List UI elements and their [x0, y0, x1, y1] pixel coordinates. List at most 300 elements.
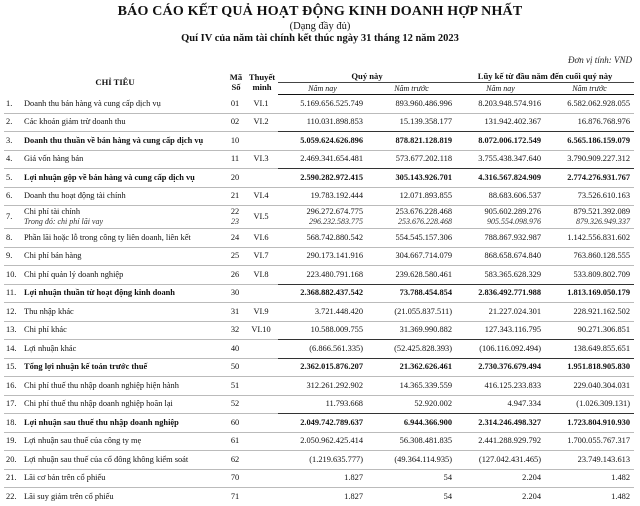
row-code	[226, 340, 246, 359]
row-number-text: 15.	[6, 362, 17, 372]
quarter-last-year-value	[367, 469, 456, 488]
row-code	[226, 488, 246, 506]
row-number	[4, 340, 24, 359]
ytd-last-year-value	[545, 358, 634, 377]
row-label-text: Giá vốn hàng bán	[24, 154, 84, 164]
quarter-this-year-value	[278, 469, 367, 488]
row-code-text: 62	[230, 454, 240, 464]
row-code	[226, 414, 246, 433]
row-note-text: VI.5	[253, 212, 269, 221]
row-note-text: VI.8	[253, 269, 269, 279]
row-note	[246, 340, 278, 359]
currency-unit: Đơn vị tính: VND	[567, 55, 632, 65]
row-number-text: 22.	[6, 491, 17, 501]
row-code	[226, 247, 246, 266]
row-number	[4, 150, 24, 169]
quarter-this-year-value	[278, 414, 367, 433]
quarter-this-year-value-text: 11.793.668	[325, 399, 363, 409]
header-quarter-this-year: Năm nay	[278, 83, 367, 95]
table-row	[4, 132, 634, 151]
statement-rows	[4, 95, 634, 506]
row-label-text: Lợi nhuận khác	[24, 343, 77, 353]
row-number-text: 6.	[6, 191, 13, 201]
row-number-text: 12.	[6, 306, 17, 316]
row-number	[4, 187, 24, 206]
ytd-this-year-value	[456, 340, 545, 359]
ytd-this-year-value-text: 8.203.948.574.916	[478, 98, 542, 108]
row-number-text: 21.	[6, 473, 17, 483]
row-note-text: VI.6	[253, 232, 269, 242]
ytd-last-year-value-text: 73.526.610.163	[577, 191, 631, 201]
ytd-this-year-value	[456, 377, 545, 396]
table-row	[4, 95, 634, 114]
quarter-this-year-value	[278, 284, 367, 303]
row-number	[4, 132, 24, 151]
quarter-last-year-value	[367, 229, 456, 248]
row-label-text: Lợi nhuận sau thuế của cổ đông không kiểm soát	[24, 454, 189, 464]
quarter-last-year-value	[367, 340, 456, 359]
row-note	[246, 414, 278, 433]
row-number	[4, 469, 24, 488]
row-number-text: 9.	[6, 251, 13, 261]
row-number	[4, 377, 24, 396]
quarter-this-year-value-text: 2.469.341.654.481	[300, 154, 363, 164]
row-code-text: 32	[230, 325, 240, 335]
row-number-text: 4.	[6, 154, 13, 164]
row-label	[24, 395, 226, 414]
row-number	[4, 488, 24, 506]
ytd-last-year-value-text: 1.482	[611, 491, 631, 501]
table-row	[4, 358, 634, 377]
ytd-last-year-value-text: 1.482	[611, 473, 631, 483]
row-code-text: 21	[230, 191, 240, 201]
quarter-this-year-value	[278, 432, 367, 451]
quarter-this-year-value-text: 223.480.791.168	[306, 269, 363, 279]
quarter-last-year-value	[367, 432, 456, 451]
row-number	[4, 395, 24, 414]
ytd-last-year-value	[545, 169, 634, 188]
row-label-text: Lãi suy giảm trên cổ phiếu	[24, 491, 114, 501]
quarter-this-year-value-text: 3.721.448.420	[314, 306, 363, 316]
quarter-last-year-value	[367, 414, 456, 433]
header-ytd-last-year: Năm trước	[545, 83, 634, 95]
row-label-text: Chi phí thuế thu nhập doanh nghiệp hiện hành	[24, 380, 179, 390]
quarter-this-year-value-text: 1.827	[344, 491, 363, 501]
quarter-this-year-value-text: 568.742.880.542	[306, 232, 363, 242]
row-code	[226, 303, 246, 322]
row-label-text: Doanh thu hoạt động tài chính	[24, 191, 126, 201]
quarter-last-year-value-text: 21.362.626.461	[399, 362, 453, 372]
quarter-this-year-value	[278, 247, 367, 266]
report-period: Quí IV của năm tài chính kết thúc ngày 31 tháng 12 năm 2023	[181, 33, 459, 44]
row-label	[24, 377, 226, 396]
row-label-text: Thu nhập khác	[24, 306, 74, 316]
row-note	[246, 469, 278, 488]
quarter-this-year-value	[278, 451, 367, 470]
interest-expense-quarter-this-year-value: 296.232.583.775	[309, 217, 363, 226]
row-note	[246, 377, 278, 396]
row-label	[24, 451, 226, 470]
row-number-text: 2.	[6, 117, 13, 127]
ytd-last-year-value-text: 763.860.128.555	[573, 251, 631, 261]
quarter-this-year-value-text: 10.588.009.755	[310, 325, 363, 335]
row-label-text: Tổng lợi nhuận kế toán trước thuế	[24, 362, 148, 372]
row-note	[246, 206, 278, 229]
row-label	[24, 414, 226, 433]
quarter-last-year-value-text: 554.545.157.306	[395, 232, 453, 242]
header-code: Mã Số	[229, 72, 243, 93]
row-code-text: 71	[230, 491, 240, 501]
row-label-text: Chi phí bán hàng	[24, 251, 82, 261]
row-label	[24, 150, 226, 169]
row-number	[4, 113, 24, 132]
row-number-text: 18.	[6, 417, 17, 427]
ytd-this-year-value	[456, 414, 545, 433]
ytd-this-year-value	[456, 284, 545, 303]
quarter-last-year-value	[367, 132, 456, 151]
quarter-last-year-value	[367, 113, 456, 132]
quarter-this-year-value	[278, 377, 367, 396]
row-number-text: 14.	[6, 343, 17, 353]
row-number-text: 7.	[6, 212, 13, 221]
row-number	[4, 414, 24, 433]
row-number-text: 20.	[6, 454, 17, 464]
ytd-this-year-value	[456, 206, 545, 229]
row-label-text: Lãi cơ bản trên cổ phiếu	[24, 473, 106, 483]
row-label	[24, 247, 226, 266]
ytd-this-year-value	[456, 169, 545, 188]
quarter-last-year-value-text: (21.055.837.511)	[394, 306, 453, 316]
row-number-text: 5.	[6, 172, 13, 182]
ytd-this-year-value-text: 88.683.606.537	[488, 191, 542, 201]
quarter-this-year-value-text: 290.173.141.916	[306, 251, 363, 261]
quarter-this-year-value	[278, 488, 367, 506]
ytd-last-year-value	[545, 266, 634, 285]
row-code	[226, 187, 246, 206]
row-code	[226, 358, 246, 377]
quarter-last-year-value	[367, 377, 456, 396]
ytd-last-year-value	[545, 321, 634, 340]
row-code-text: 51	[230, 380, 240, 390]
row-note	[246, 187, 278, 206]
row-note	[246, 451, 278, 470]
table-row	[4, 266, 634, 285]
ytd-last-year-value-text: 228.921.162.502	[573, 306, 631, 316]
quarter-this-year-value-text: (1.219.635.777)	[309, 454, 363, 464]
quarter-last-year-value-text: 305.143.926.701	[395, 172, 453, 182]
quarter-this-year-value	[278, 395, 367, 414]
row-label	[24, 488, 226, 506]
row-label	[24, 132, 226, 151]
quarter-this-year-value	[278, 206, 367, 229]
quarter-this-year-value	[278, 340, 367, 359]
quarter-last-year-value	[367, 187, 456, 206]
table-row	[4, 150, 634, 169]
quarter-last-year-value-text: 56.308.481.835	[399, 436, 453, 446]
quarter-last-year-value	[367, 488, 456, 506]
ytd-this-year-value-text: 583.365.628.329	[484, 269, 542, 279]
quarter-this-year-value-text: 312.261.292.902	[306, 380, 363, 390]
row-code-text: 20	[230, 172, 240, 182]
quarter-this-year-value	[278, 132, 367, 151]
row-note-text: VI.10	[251, 325, 271, 335]
row-label-text: Doanh thu bán hàng và cung cấp dịch vụ	[24, 98, 161, 108]
table-row	[4, 303, 634, 322]
quarter-this-year-value	[278, 113, 367, 132]
row-label-text: Lợi nhuận sau thuế của công ty mẹ	[24, 436, 142, 446]
row-code-text: 40	[230, 343, 240, 353]
ytd-last-year-value	[545, 229, 634, 248]
ytd-this-year-value	[456, 488, 545, 506]
ytd-this-year-value	[456, 358, 545, 377]
row-label	[24, 432, 226, 451]
header-ytd-this-year: Năm nay	[456, 83, 545, 95]
ytd-last-year-value-text: 16.876.768.976	[577, 117, 631, 127]
quarter-last-year-value	[367, 451, 456, 470]
ytd-this-year-value	[456, 95, 545, 114]
ytd-this-year-value-text: 3.755.438.347.640	[478, 154, 542, 164]
table-row	[4, 206, 634, 229]
row-number-text: 1.	[6, 98, 13, 108]
ytd-this-year-value	[456, 432, 545, 451]
row-code	[226, 95, 246, 114]
ytd-last-year-value	[545, 113, 634, 132]
ytd-last-year-value-text: (1.026.309.131)	[576, 399, 631, 409]
row-number	[4, 266, 24, 285]
quarter-last-year-value	[367, 247, 456, 266]
ytd-this-year-value-text: 788.867.932.987	[484, 232, 542, 242]
row-code	[226, 169, 246, 188]
quarter-last-year-value	[367, 321, 456, 340]
row-label-text: Lợi nhuận thuần từ hoạt động kinh doanh	[24, 288, 175, 298]
table-row	[4, 432, 634, 451]
interest-expense-ytd-last-year-value: 879.326.949.337	[576, 217, 631, 226]
ytd-last-year-value	[545, 284, 634, 303]
quarter-this-year-value-text: 110.031.898.853	[306, 117, 363, 127]
quarter-last-year-value	[367, 303, 456, 322]
row-code-text: 52	[230, 399, 240, 409]
quarter-last-year-value-text: 253.676.228.468	[395, 207, 453, 216]
quarter-this-year-value	[278, 321, 367, 340]
ytd-last-year-value-text: 3.790.909.227.312	[567, 154, 631, 164]
row-label	[24, 206, 226, 229]
ytd-last-year-value-text: 90.271.306.851	[577, 325, 631, 335]
row-code-text: 22	[230, 207, 240, 216]
quarter-last-year-value	[367, 358, 456, 377]
row-note-text: VI.1	[253, 98, 269, 108]
ytd-this-year-value	[456, 229, 545, 248]
row-number	[4, 321, 24, 340]
table-row	[4, 340, 634, 359]
report-subtitle: (Dạng đầy đủ)	[289, 21, 351, 32]
row-note	[246, 432, 278, 451]
row-number	[4, 451, 24, 470]
ytd-this-year-value-text: 2.441.288.929.792	[478, 436, 542, 446]
row-label-text: Chi phí tài chính	[24, 207, 81, 216]
income-statement-table	[4, 70, 634, 506]
row-note	[246, 229, 278, 248]
ytd-last-year-value	[545, 432, 634, 451]
ytd-this-year-value	[456, 132, 545, 151]
row-code-text: 01	[230, 98, 240, 108]
ytd-last-year-value-text: 138.649.855.651	[573, 343, 631, 353]
row-code-text: 60	[230, 417, 240, 427]
quarter-last-year-value-text: 15.139.358.177	[399, 117, 453, 127]
ytd-this-year-value-text: 2.730.376.679.494	[478, 362, 542, 372]
row-label-text: Các khoản giảm trừ doanh thu	[24, 117, 126, 127]
row-number	[4, 247, 24, 266]
row-label	[24, 321, 226, 340]
quarter-this-year-value-text: (6.866.561.335)	[309, 343, 363, 353]
quarter-this-year-value	[278, 95, 367, 114]
row-number	[4, 95, 24, 114]
row-number	[4, 206, 24, 229]
ytd-last-year-value	[545, 95, 634, 114]
row-note	[246, 169, 278, 188]
row-label	[24, 284, 226, 303]
row-note	[246, 95, 278, 114]
row-code	[226, 150, 246, 169]
ytd-this-year-value	[456, 395, 545, 414]
row-code-text: 26	[230, 269, 240, 279]
row-label	[24, 169, 226, 188]
row-label	[24, 303, 226, 322]
row-code-text: 24	[230, 232, 240, 242]
quarter-last-year-value-text: 6.944.366.900	[403, 417, 453, 427]
quarter-last-year-value-text: 893.960.486.996	[395, 98, 453, 108]
quarter-last-year-value-text: 573.677.202.118	[395, 154, 453, 164]
quarter-last-year-value-text: 239.628.580.461	[395, 269, 453, 279]
table-row	[4, 377, 634, 396]
ytd-this-year-value-text: (127.042.431.465)	[478, 454, 542, 464]
quarter-this-year-value	[278, 229, 367, 248]
row-number-text: 19.	[6, 436, 17, 446]
row-note	[246, 358, 278, 377]
row-label	[24, 113, 226, 132]
ytd-this-year-value	[456, 303, 545, 322]
row-note	[246, 113, 278, 132]
header-quarter-last-year: Năm trước	[367, 83, 456, 95]
table-row	[4, 113, 634, 132]
quarter-last-year-value-text: 52.920.002	[414, 399, 453, 409]
row-code	[226, 229, 246, 248]
quarter-last-year-value-text: 54	[443, 473, 453, 483]
ytd-last-year-value-text: 1.700.055.767.317	[567, 436, 631, 446]
row-number	[4, 432, 24, 451]
ytd-last-year-value	[545, 303, 634, 322]
row-label	[24, 266, 226, 285]
table-row	[4, 469, 634, 488]
ytd-last-year-value-text: 23.749.143.613	[577, 454, 631, 464]
row-code	[226, 206, 246, 229]
table-row	[4, 321, 634, 340]
ytd-last-year-value-text: 229.040.304.031	[573, 380, 631, 390]
row-note	[246, 247, 278, 266]
row-label	[24, 469, 226, 488]
row-label-text: Doanh thu thuần về bán hàng và cung cấp dịch vụ	[24, 135, 204, 145]
header-ytd: Lũy kế từ đầu năm đến cuối quý này	[456, 70, 634, 83]
ytd-this-year-value-text: 2.314.246.498.327	[478, 417, 542, 427]
quarter-this-year-value	[278, 303, 367, 322]
quarter-last-year-value-text: 73.788.454.854	[399, 288, 453, 298]
ytd-last-year-value-text: 533.809.802.709	[573, 269, 631, 279]
quarter-this-year-value	[278, 266, 367, 285]
ytd-this-year-value-text: 416.125.233.833	[484, 380, 542, 390]
quarter-last-year-value	[367, 395, 456, 414]
table-row	[4, 395, 634, 414]
quarter-last-year-value-text: 14.365.339.559	[399, 380, 453, 390]
ytd-this-year-value-text: 131.942.402.367	[484, 117, 542, 127]
row-code-text: 61	[230, 436, 240, 446]
header-note: Thuyết minh	[248, 72, 276, 93]
row-code	[226, 132, 246, 151]
row-code	[226, 377, 246, 396]
row-number-text: 10.	[6, 269, 17, 279]
quarter-last-year-value	[367, 266, 456, 285]
ytd-this-year-value-text: 21.227.024.301	[488, 306, 542, 316]
ytd-last-year-value-text: 6.582.062.928.055	[567, 98, 631, 108]
quarter-this-year-value-text: 2.362.015.876.207	[300, 362, 363, 372]
quarter-last-year-value-text: 54	[443, 491, 453, 501]
row-code	[226, 113, 246, 132]
row-code-text: 25	[230, 251, 240, 261]
quarter-this-year-value	[278, 187, 367, 206]
quarter-this-year-value-text: 2.049.742.789.637	[300, 417, 363, 427]
row-note-text: VI.2	[253, 117, 269, 127]
ytd-last-year-value-text: 1.813.169.050.179	[567, 288, 631, 298]
ytd-this-year-value-text: 2.836.492.771.988	[478, 288, 542, 298]
report-title: BÁO CÁO KẾT QUẢ HOẠT ĐỘNG KINH DOANH HỢP NHẤT	[117, 4, 523, 19]
row-note	[246, 150, 278, 169]
ytd-last-year-value	[545, 132, 634, 151]
interest-expense-row-label: Trong đó: chi phí lãi vay	[24, 217, 104, 226]
ytd-last-year-value	[545, 414, 634, 433]
ytd-this-year-value-text: (106.116.092.494)	[479, 343, 542, 353]
ytd-last-year-value	[545, 395, 634, 414]
ytd-last-year-value-text: 1.723.804.910.930	[567, 417, 631, 427]
ytd-this-year-value	[456, 321, 545, 340]
ytd-this-year-value	[456, 187, 545, 206]
row-code-text: 10	[230, 135, 240, 145]
ytd-this-year-value-text: 127.343.116.795	[484, 325, 542, 335]
row-number-text: 11.	[6, 288, 17, 298]
quarter-last-year-value	[367, 150, 456, 169]
row-code	[226, 432, 246, 451]
row-code-text: 50	[230, 362, 240, 372]
row-code	[226, 284, 246, 303]
ytd-last-year-value	[545, 340, 634, 359]
row-code-text: 70	[230, 473, 240, 483]
row-code	[226, 469, 246, 488]
row-label-text: Chi phí quản lý doanh nghiệp	[24, 269, 124, 279]
quarter-this-year-value-text: 296.272.674.775	[306, 207, 363, 216]
row-number	[4, 303, 24, 322]
row-label	[24, 187, 226, 206]
row-code-text: 31	[230, 306, 240, 316]
ytd-this-year-value	[456, 469, 545, 488]
ytd-this-year-value	[456, 113, 545, 132]
quarter-last-year-value	[367, 284, 456, 303]
row-number-text: 8.	[6, 232, 13, 242]
ytd-last-year-value	[545, 150, 634, 169]
row-code-text: 02	[230, 117, 240, 127]
quarter-last-year-value-text: (52.425.828.393)	[394, 343, 453, 353]
interest-expense-ytd-this-year-value: 905.554.098.976	[487, 217, 542, 226]
quarter-last-year-value-text: 878.821.128.819	[395, 135, 453, 145]
quarter-this-year-value-text: 5.169.656.525.749	[300, 98, 363, 108]
row-label-text: Chi phí khác	[24, 325, 67, 335]
row-note-text: VI.3	[253, 154, 269, 164]
